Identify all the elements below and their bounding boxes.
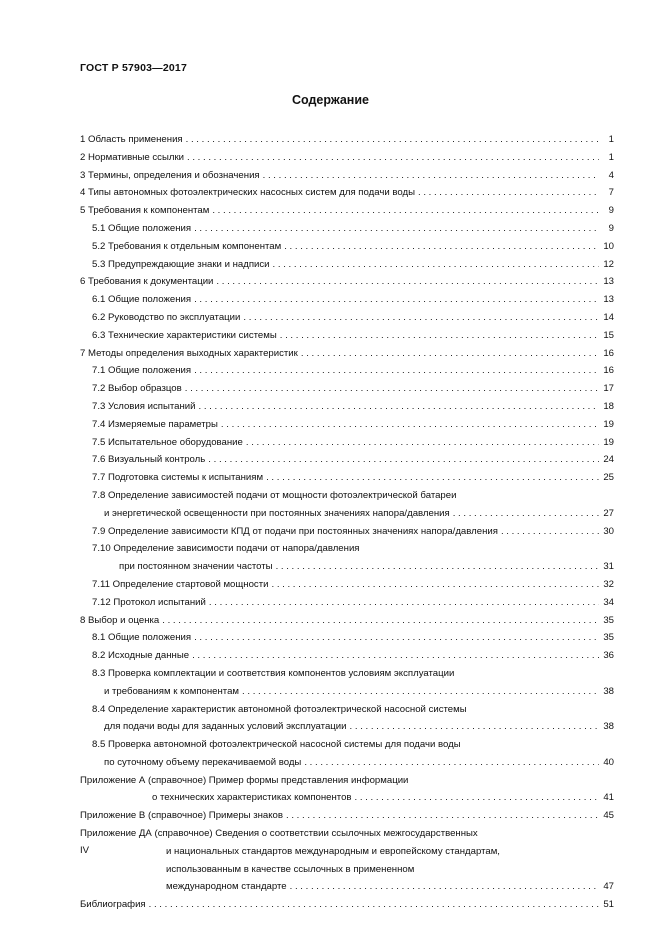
toc-entry-title: 8.4 Определение характеристик автономной фотоэлектрической насосной системы [92, 703, 467, 715]
dot-leader [280, 327, 599, 345]
toc-entry-title: Библиография [80, 899, 146, 911]
dot-leader [276, 558, 599, 576]
dot-leader [194, 291, 599, 309]
toc-entry[interactable] [80, 540, 614, 576]
toc-entry[interactable] [80, 896, 614, 914]
toc-entry-title: 7.8 Определение зависимостей подачи от мощности фотоэлектрической батареи [92, 489, 457, 501]
toc-entry-page: 30 [603, 525, 614, 537]
toc-entry-page: 9 [608, 222, 614, 234]
toc-entry-page: 38 [603, 685, 614, 697]
toc-entry[interactable] [80, 131, 614, 149]
toc-entry-page: 41 [603, 792, 614, 804]
toc-entry[interactable] [80, 149, 614, 167]
dot-leader [243, 309, 599, 327]
toc-entry-title: Приложение А (справочное) Пример формы представления информации [80, 774, 409, 786]
toc-entry-page: 35 [603, 614, 614, 626]
toc-entry-page: 15 [603, 329, 614, 341]
toc-entry-title: 3 Термины, определения и обозначения [80, 169, 260, 181]
dot-leader [453, 505, 599, 523]
toc-entry-page: 16 [603, 347, 614, 359]
toc-entry[interactable] [80, 291, 614, 309]
toc-entry[interactable] [80, 576, 614, 594]
toc-entry-page: 12 [603, 258, 614, 270]
dot-leader [185, 380, 599, 398]
toc-entry[interactable] [80, 647, 614, 665]
toc-entry-page: 10 [603, 240, 614, 252]
page-number: IV [80, 845, 90, 856]
toc-entry-page: 47 [603, 881, 614, 893]
toc-entry-page: 25 [603, 472, 614, 484]
toc-entry[interactable] [80, 612, 614, 630]
dot-leader [186, 131, 599, 149]
toc-entry-title: 7.10 Определение зависимости подачи от напора/давления [92, 543, 360, 555]
toc-entry-title: 6.3 Технические характеристики системы [92, 329, 277, 341]
toc-entry[interactable] [80, 398, 614, 416]
toc-entry-title: и энергетической освещенности при постоянных значениях напора/давления [104, 507, 450, 519]
toc-entry-title: 7.7 Подготовка системы к испытаниям [92, 472, 264, 484]
toc-entry-page: 13 [603, 276, 614, 288]
toc-entry-title: 7.2 Выбор образцов [92, 383, 182, 395]
toc-entry[interactable] [80, 184, 614, 202]
toc-entry[interactable] [80, 327, 614, 345]
toc-entry-title: о технических характеристиках компонентов [152, 792, 352, 804]
toc-entry-title: 6 Требования к документации [80, 276, 214, 288]
dot-leader [284, 238, 599, 256]
dot-leader [418, 184, 599, 202]
toc-entry[interactable] [80, 665, 614, 701]
toc-entry-page: 27 [603, 507, 614, 519]
toc-entry-title: 7.5 Испытательное оборудование [92, 436, 243, 448]
toc-entry-title: при постоянном значении частоты [119, 561, 273, 573]
toc-entry-page: 24 [603, 454, 614, 466]
toc-entry[interactable] [80, 594, 614, 612]
dot-leader [216, 273, 599, 291]
toc-entry-title: 8.1 Общие положения [92, 632, 192, 644]
toc-entry[interactable] [80, 523, 614, 541]
toc-entry[interactable] [80, 202, 614, 220]
table-of-contents [80, 131, 614, 914]
dot-leader [192, 647, 599, 665]
dot-leader [263, 167, 599, 185]
toc-entry[interactable] [80, 807, 614, 825]
toc-entry[interactable] [80, 629, 614, 647]
toc-entry[interactable] [80, 701, 614, 737]
toc-entry-title: 5.3 Предупреждающие знаки и надписи [92, 258, 270, 270]
toc-entry-title: 7.9 Определение зависимости КПД от подачи при постоянных значениях напора/давления [92, 525, 498, 537]
dot-leader [194, 629, 599, 647]
toc-entry[interactable] [80, 309, 614, 327]
toc-entry-page: 40 [603, 756, 614, 768]
dot-leader [209, 594, 599, 612]
toc-entry[interactable] [80, 167, 614, 185]
toc-entry-page: 34 [603, 596, 614, 608]
toc-entry[interactable] [80, 772, 614, 808]
document-id: ГОСТ Р 57903—2017 [80, 62, 188, 74]
toc-entry-title: и национальных стандартов международным и европейскому стандартам, [166, 845, 500, 857]
toc-entry[interactable] [80, 220, 614, 238]
dot-leader [271, 576, 599, 594]
toc-entry[interactable] [80, 825, 614, 896]
dot-leader [304, 754, 599, 772]
toc-entry[interactable] [80, 434, 614, 452]
toc-entry-page: 13 [603, 294, 614, 306]
toc-entry[interactable] [80, 238, 614, 256]
dot-leader [162, 612, 599, 630]
toc-entry-page: 19 [603, 436, 614, 448]
dot-leader [199, 398, 600, 416]
dot-leader [194, 220, 599, 238]
toc-entry-title: 7.3 Условия испытаний [92, 400, 196, 412]
toc-entry-title: 7.6 Визуальный контроль [92, 454, 206, 466]
dot-leader [242, 683, 599, 701]
toc-entry-title: 8.5 Проверка автономной фотоэлектрической насосной системы для подачи воды [92, 739, 461, 751]
toc-entry-title: использованным в качестве ссылочных в примененном [166, 863, 415, 875]
toc-entry-page: 17 [603, 383, 614, 395]
toc-entry-title: Приложение ДА (справочное) Сведения о соответствии ссылочных межгосударственных [80, 828, 478, 840]
dot-leader [212, 202, 599, 220]
toc-entry-title: 7.1 Общие положения [92, 365, 192, 377]
toc-entry-page: 36 [603, 650, 614, 662]
toc-title: Содержание [291, 93, 369, 107]
toc-entry-page: 35 [603, 632, 614, 644]
toc-entry-title: 4 Типы автономных фотоэлектрических насосных систем для подачи воды [80, 187, 415, 199]
dot-leader [194, 362, 599, 380]
toc-entry[interactable] [80, 469, 614, 487]
toc-entry-page: 19 [603, 418, 614, 430]
toc-entry-page: 1 [608, 151, 614, 163]
dot-leader [290, 878, 599, 896]
toc-entry-page: 7 [608, 187, 614, 199]
toc-entry-page: 4 [608, 169, 614, 181]
toc-entry-title: 7.12 Протокол испытаний [92, 596, 206, 608]
toc-entry-title: 7.4 Измеряемые параметры [92, 418, 218, 430]
toc-entry[interactable] [80, 362, 614, 380]
toc-entry-title: международном стандарте [166, 881, 287, 893]
toc-entry-title: 8.3 Проверка комплектации и соответствия компонентов условиям эксплуатации [92, 667, 455, 679]
dot-leader [301, 345, 599, 363]
dot-leader [149, 896, 599, 914]
dot-leader [286, 807, 599, 825]
toc-entry[interactable] [80, 345, 614, 363]
toc-entry-title: по суточному объему перекачиваемой воды [104, 756, 302, 768]
toc-entry-page: 45 [603, 810, 614, 822]
toc-entry-page: 51 [603, 899, 614, 911]
dot-leader [273, 256, 599, 274]
toc-entry-title: Приложение В (справочное) Примеры знаков [80, 810, 283, 822]
toc-entry[interactable] [80, 487, 614, 523]
dot-leader [187, 149, 599, 167]
toc-entry-page: 9 [608, 205, 614, 217]
toc-entry-title: 7 Методы определения выходных характеристик [80, 347, 298, 359]
toc-entry-page: 16 [603, 365, 614, 377]
toc-entry-title: 2 Нормативные ссылки [80, 151, 185, 163]
toc-entry[interactable] [80, 380, 614, 398]
toc-entry-page: 18 [603, 400, 614, 412]
toc-entry[interactable] [80, 736, 614, 772]
toc-entry-title: 8 Выбор и оценка [80, 614, 160, 626]
dot-leader [208, 451, 599, 469]
toc-entry-page: 1 [608, 134, 614, 145]
dot-leader [355, 789, 599, 807]
toc-entry-page: 31 [603, 561, 614, 573]
toc-entry-page: 32 [603, 578, 614, 590]
toc-entry-title: 6.2 Руководство по эксплуатации [92, 311, 241, 323]
toc-entry-title: 5 Требования к компонентам [80, 205, 210, 217]
toc-entry-title: 7.11 Определение стартовой мощности [92, 578, 269, 590]
dot-leader [221, 416, 599, 434]
dot-leader [501, 523, 599, 541]
dot-leader [266, 469, 599, 487]
toc-entry-page: 14 [603, 311, 614, 323]
toc-entry[interactable] [80, 451, 614, 469]
toc-entry[interactable] [80, 273, 614, 291]
toc-entry-title: 8.2 Исходные данные [92, 650, 190, 662]
toc-entry-title: и требованиям к компонентам [104, 685, 240, 697]
toc-entry-title: для подачи воды для заданных условий эксплуатации [104, 721, 347, 733]
toc-entry-title: 5.2 Требования к отдельным компонентам [92, 240, 282, 252]
toc-entry-title: 6.1 Общие положения [92, 294, 192, 306]
toc-entry[interactable] [80, 256, 614, 274]
dot-leader [350, 718, 599, 736]
toc-entry-title: 1 Область применения [80, 134, 183, 145]
toc-entry[interactable] [80, 416, 614, 434]
dot-leader [246, 434, 599, 452]
toc-entry-page: 38 [603, 721, 614, 733]
toc-entry-title: 5.1 Общие положения [92, 222, 192, 234]
